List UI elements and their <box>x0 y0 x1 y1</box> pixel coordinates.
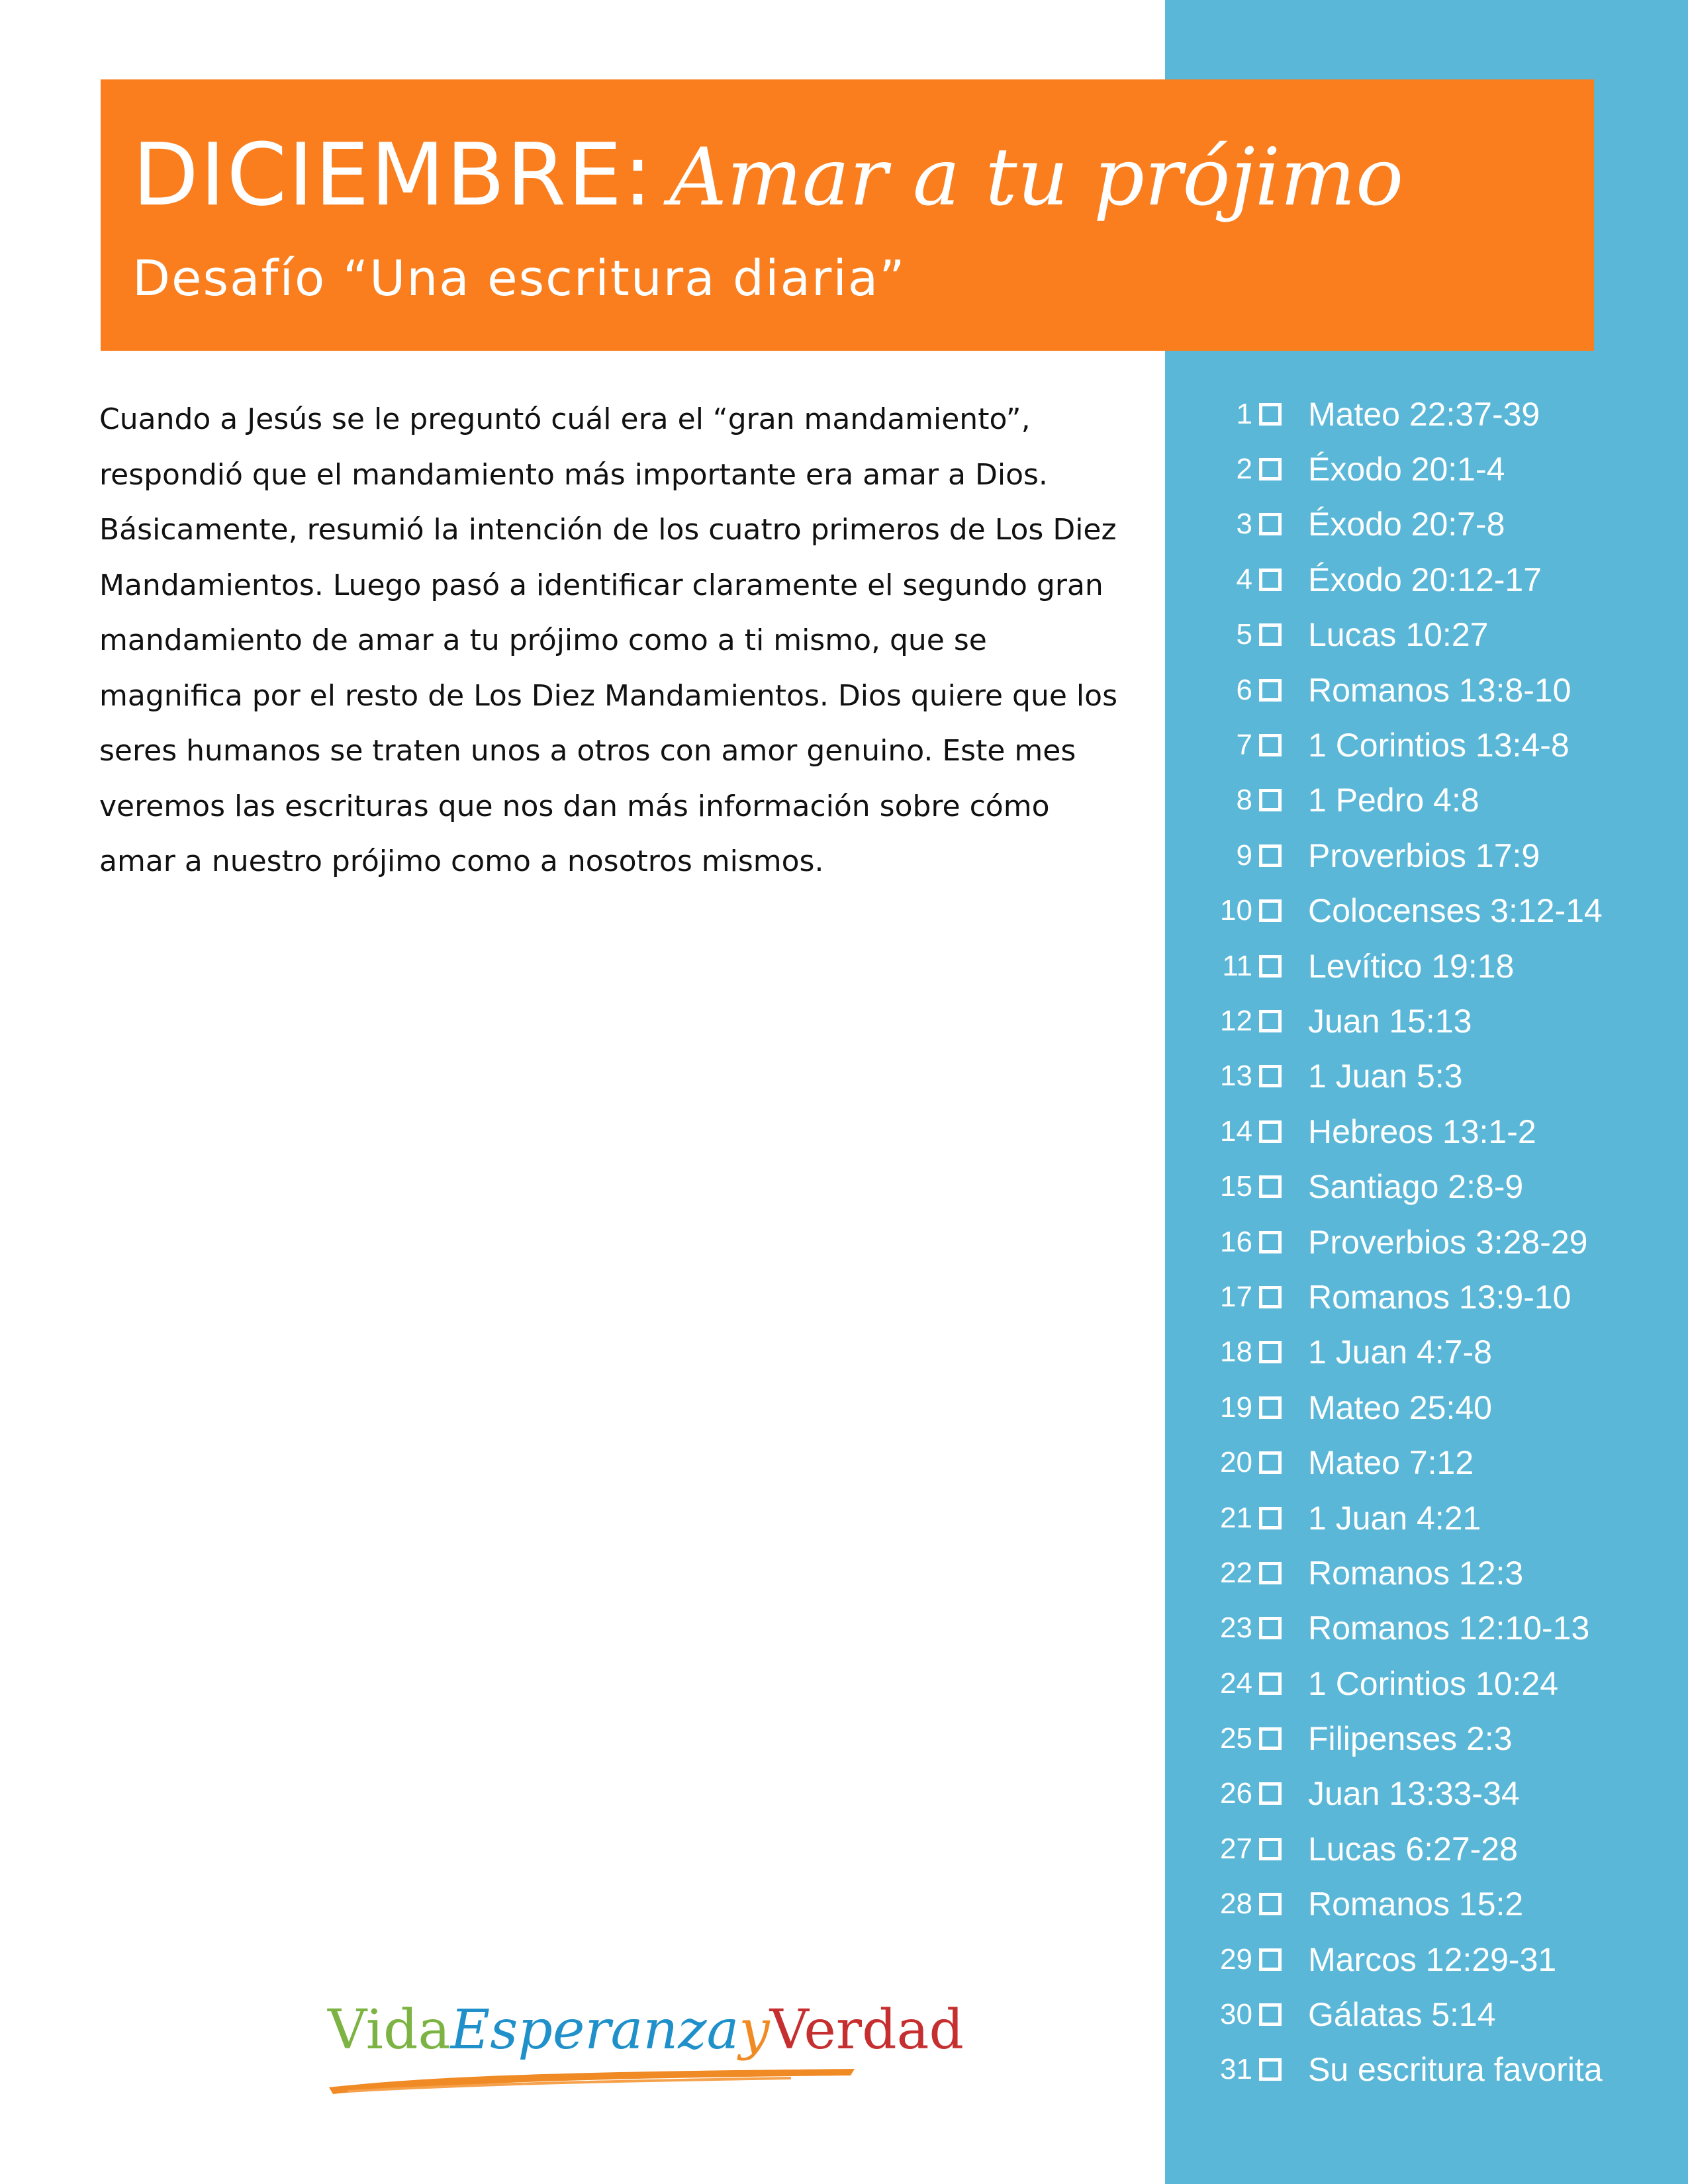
logo-word-vida: Vida <box>328 1999 451 2062</box>
day-number: 1 <box>1236 397 1252 430</box>
reading-item <box>1185 1049 1675 1104</box>
day-checkbox[interactable] <box>1259 569 1282 591</box>
reading-item <box>1185 552 1675 607</box>
day-number: 21 <box>1220 1501 1252 1534</box>
day-checkbox[interactable] <box>1259 955 1282 978</box>
day-checkbox[interactable] <box>1259 789 1282 811</box>
day-number: 20 <box>1220 1446 1252 1479</box>
day-number: 29 <box>1220 1942 1252 1976</box>
scripture-reference: Lucas 10:27 <box>1308 616 1489 654</box>
page-subtitle: Desafío “Una escritura diaria” <box>132 250 906 307</box>
logo-swoosh-icon <box>328 2065 857 2098</box>
scripture-reference: 1 Juan 5:3 <box>1308 1058 1463 1095</box>
day-number: 16 <box>1220 1225 1252 1258</box>
day-checkbox[interactable] <box>1259 1120 1282 1143</box>
scripture-reference: 1 Corintios 10:24 <box>1308 1664 1559 1702</box>
day-number: 14 <box>1220 1115 1252 1148</box>
day-checkbox[interactable] <box>1259 513 1282 535</box>
day-number: 17 <box>1220 1280 1252 1313</box>
day-checkbox[interactable] <box>1259 1010 1282 1032</box>
day-number: 7 <box>1236 729 1252 762</box>
day-checkbox[interactable] <box>1259 1782 1282 1805</box>
day-checkbox[interactable] <box>1259 1231 1282 1253</box>
day-number: 26 <box>1220 1777 1252 1810</box>
logo-word-verdad: Verdad <box>769 1999 964 2062</box>
day-checkbox[interactable] <box>1259 1562 1282 1584</box>
day-number: 13 <box>1220 1060 1252 1093</box>
scripture-reference: Filipenses 2:3 <box>1308 1720 1513 1758</box>
scripture-reference: Éxodo 20:12-17 <box>1308 561 1542 598</box>
scripture-reference: 1 Juan 4:7-8 <box>1308 1334 1492 1371</box>
day-checkbox[interactable] <box>1259 1065 1282 1087</box>
day-number: 25 <box>1220 1722 1252 1755</box>
title-month: DICIEMBRE: <box>132 124 654 225</box>
reading-item <box>1185 662 1675 717</box>
reading-item <box>1185 387 1675 441</box>
day-checkbox[interactable] <box>1259 1893 1282 1915</box>
scripture-reference: Romanos 12:3 <box>1308 1554 1524 1592</box>
day-checkbox[interactable] <box>1259 734 1282 756</box>
day-checkbox[interactable] <box>1259 1175 1282 1198</box>
day-number: 30 <box>1220 1998 1252 2031</box>
reading-item <box>1185 884 1675 938</box>
scripture-reference: Juan 13:33-34 <box>1308 1775 1520 1813</box>
day-checkbox[interactable] <box>1259 1507 1282 1529</box>
scripture-reference: Éxodo 20:7-8 <box>1308 506 1505 543</box>
day-checkbox[interactable] <box>1259 1727 1282 1750</box>
scripture-reference: Marcos 12:29-31 <box>1308 1940 1557 1978</box>
day-number: 18 <box>1220 1336 1252 1369</box>
reading-item <box>1185 993 1675 1048</box>
day-checkbox[interactable] <box>1259 1396 1282 1419</box>
reading-item <box>1185 1435 1675 1490</box>
reading-item <box>1185 1711 1675 1766</box>
logo-word-esperanza: Esperanza <box>450 1999 739 2062</box>
reading-item <box>1185 773 1675 828</box>
day-checkbox[interactable] <box>1259 458 1282 480</box>
day-number: 4 <box>1236 563 1252 596</box>
day-number: 31 <box>1220 2053 1252 2086</box>
scripture-reference: Romanos 15:2 <box>1308 1886 1524 1923</box>
scripture-reference: Su escritura favorita <box>1308 2051 1603 2089</box>
day-number: 27 <box>1220 1832 1252 1865</box>
scripture-reference: Romanos 13:9-10 <box>1308 1278 1571 1316</box>
day-number: 6 <box>1236 673 1252 706</box>
scripture-reference: Gálatas 5:14 <box>1308 1996 1496 2034</box>
reading-item <box>1185 1159 1675 1214</box>
reading-item <box>1185 2042 1675 2097</box>
reading-item <box>1185 441 1675 496</box>
reading-item <box>1185 1877 1675 1932</box>
scripture-reference: Romanos 13:8-10 <box>1308 671 1571 709</box>
day-number: 11 <box>1222 949 1252 982</box>
reading-item <box>1185 1987 1675 2042</box>
page-title <box>132 124 1403 225</box>
title-theme: Amar a tu prójimo <box>669 132 1404 224</box>
day-number: 10 <box>1220 894 1252 927</box>
day-checkbox[interactable] <box>1259 679 1282 702</box>
reading-item <box>1185 608 1675 662</box>
day-number: 3 <box>1236 508 1252 541</box>
reading-item <box>1185 497 1675 552</box>
scripture-reference: Levítico 19:18 <box>1308 947 1515 985</box>
day-checkbox[interactable] <box>1259 1451 1282 1474</box>
day-checkbox[interactable] <box>1259 1341 1282 1363</box>
reading-item <box>1185 1656 1675 1711</box>
reading-item <box>1185 1545 1675 1600</box>
reading-item <box>1185 717 1675 772</box>
day-number: 28 <box>1220 1888 1252 1921</box>
header-banner <box>101 79 1594 351</box>
scripture-reference: Mateo 25:40 <box>1308 1388 1492 1426</box>
day-number: 2 <box>1236 453 1252 486</box>
day-number: 12 <box>1220 1004 1252 1037</box>
day-checkbox[interactable] <box>1259 899 1282 922</box>
day-number: 19 <box>1220 1390 1252 1424</box>
day-checkbox[interactable] <box>1259 1838 1282 1860</box>
scripture-reference: 1 Juan 4:21 <box>1308 1499 1481 1537</box>
day-number: 8 <box>1236 784 1252 817</box>
scripture-reference: Hebreos 13:1-2 <box>1308 1113 1536 1150</box>
scripture-reference: Mateo 7:12 <box>1308 1444 1474 1482</box>
reading-item <box>1185 938 1675 993</box>
day-number: 23 <box>1220 1612 1252 1645</box>
logo-wordmark <box>328 1999 964 2062</box>
reading-item <box>1185 828 1675 883</box>
scripture-reference: Lucas 6:27-28 <box>1308 1830 1518 1868</box>
day-number: 9 <box>1236 839 1252 872</box>
reading-item <box>1185 1490 1675 1545</box>
day-checkbox[interactable] <box>1259 1286 1282 1308</box>
logo-word-y: y <box>739 1999 770 2062</box>
reading-item <box>1185 1325 1675 1380</box>
day-checkbox[interactable] <box>1259 1617 1282 1639</box>
scripture-reference: Santiago 2:8-9 <box>1308 1168 1524 1206</box>
reading-item <box>1185 1821 1675 1876</box>
scripture-reference: 1 Corintios 13:4-8 <box>1308 727 1570 764</box>
day-checkbox[interactable] <box>1259 623 1282 646</box>
scripture-reference: Proverbios 17:9 <box>1308 837 1540 874</box>
reading-item <box>1185 1766 1675 1821</box>
day-checkbox[interactable] <box>1259 1948 1282 1971</box>
day-checkbox[interactable] <box>1259 2003 1282 2026</box>
reading-item <box>1185 1380 1675 1435</box>
day-number: 5 <box>1236 618 1252 651</box>
day-number: 22 <box>1220 1556 1252 1589</box>
scripture-reference: Juan 15:13 <box>1308 1002 1472 1040</box>
reading-list <box>1185 387 1675 2097</box>
scripture-reference: Mateo 22:37-39 <box>1308 395 1540 433</box>
reading-item <box>1185 1601 1675 1656</box>
day-checkbox[interactable] <box>1259 2058 1282 2081</box>
intro-paragraph: Cuando a Jesús se le preguntó cuál era el “gran mandamiento”, respondió que el mandamiento más importante era amar a Dios. Básicamente, resumió la intención de los cuatro primeros de Los Diez Mandamientos. Luego pasó a identificar claramente el segundo gran mandamiento de amar a tu prójimo como a ti mismo, que se magnifica por el resto de Los Diez Mandamientos. Dios quiere que los seres humanos se traten unos a otros con amor genuino. Este mes veremos las escrituras que nos dan más información sobre cómo amar a nuestro prójimo como a nosotros mismos. <box>99 402 1118 878</box>
day-checkbox[interactable] <box>1259 844 1282 867</box>
vida-esperanza-verdad-logo <box>328 1992 964 2105</box>
day-number: 15 <box>1220 1170 1252 1203</box>
day-checkbox[interactable] <box>1259 1672 1282 1695</box>
reading-item <box>1185 1269 1675 1324</box>
scripture-reference: Éxodo 20:1-4 <box>1308 451 1505 488</box>
reading-item <box>1185 1932 1675 1987</box>
day-checkbox[interactable] <box>1259 403 1282 426</box>
scripture-reference: Colocenses 3:12-14 <box>1308 892 1603 930</box>
day-number: 24 <box>1220 1666 1252 1700</box>
reading-item <box>1185 1214 1675 1269</box>
scripture-reference: 1 Pedro 4:8 <box>1308 782 1479 819</box>
reading-item <box>1185 1104 1675 1159</box>
scripture-reference: Romanos 12:10-13 <box>1308 1610 1590 1647</box>
scripture-reference: Proverbios 3:28-29 <box>1308 1223 1588 1261</box>
